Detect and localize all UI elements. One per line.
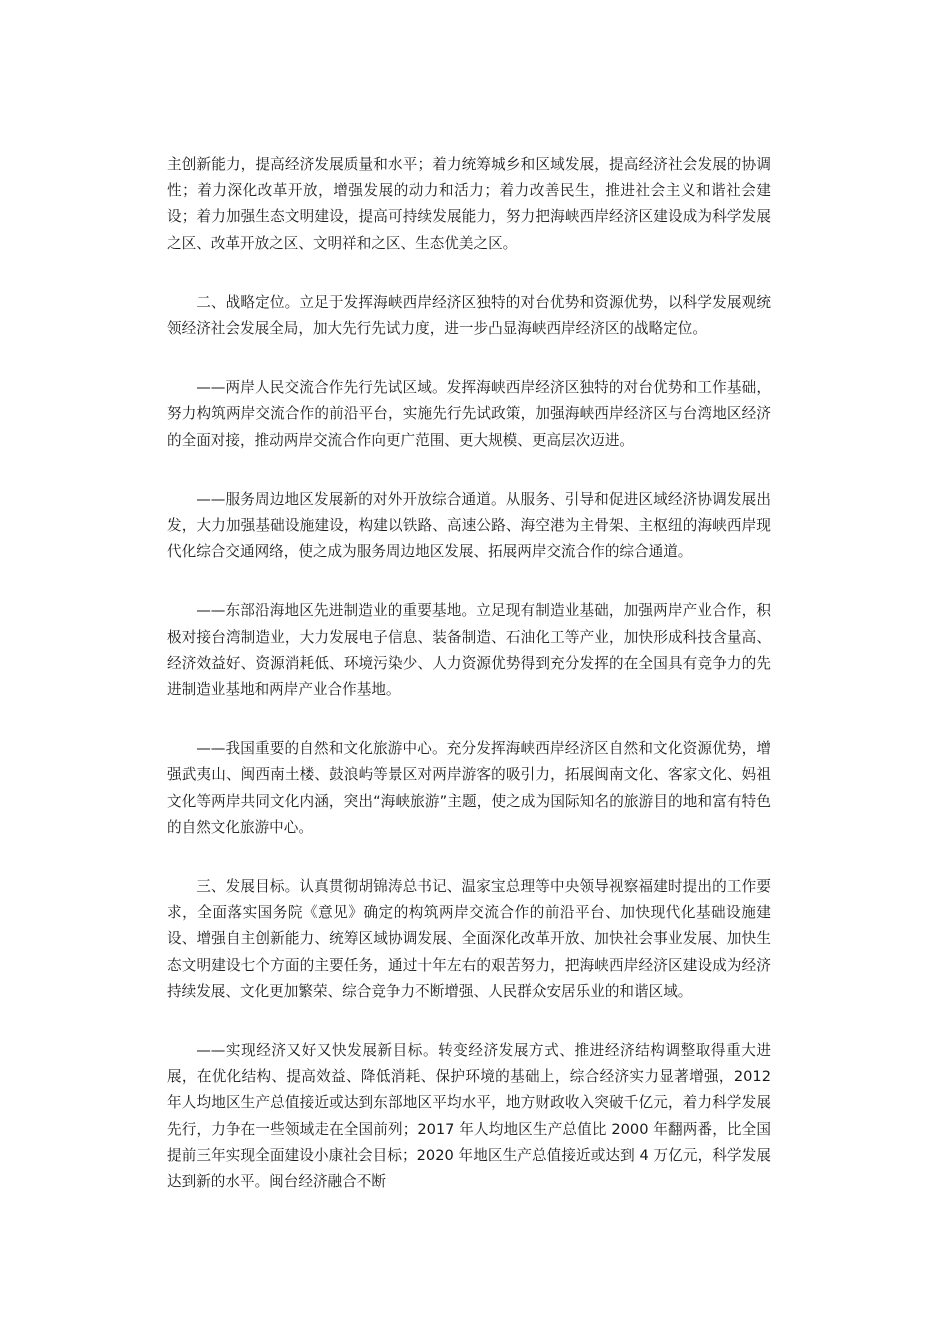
paragraph-open-channel: ——服务周边地区发展新的对外开放综合通道。从服务、引导和促进区域经济协调发展出发，大力加强基础设施建设，构建以铁路、高速公路、海空港为主骨架、主枢纽的海峡西岸现代化综合交通网络，使之成为服务周边地区发展、拓展两岸交流合作的综合通道。 [167,490,771,561]
document-page [167,152,771,1195]
paragraph-manufacturing-base: ——东部沿海地区先进制造业的重要基地。立足现有制造业基础，加强两岸产业合作，积极对接台湾制造业，大力发展电子信息、装备制造、石油化工等产业，加快形成科技含量高、经济效益好、资源消耗低、环境污染少、人力资源优势得到充分发挥的在全国具有竞争力的先进制造业基地和两岸产业合作基地。 [167,602,771,699]
paragraph-cross-strait-exchange: ——两岸人民交流合作先行先试区域。发挥海峡西岸经济区独特的对台优势和工作基础，努力构筑两岸交流合作的前沿平台，实施先行先试政策，加强海峡西岸经济区与台湾地区经济的全面对接，推动两岸交流合作向更广范围、更大规模、更高层次迈进。 [167,379,771,449]
paragraph-development-goals: 三、发展目标。认真贯彻胡锦涛总书记、温家宝总理等中央领导视察福建时提出的工作要求，全面落实国务院《意见》确定的构筑两岸交流合作的前沿平台、加快现代化基础设施建设、增强自主创新能力、统筹区域协调发展、全面深化改革开放、加快社会事业发展、加快生态文明建设七个方面的主要任务，通过十年左右的艰苦努力，把海峡西岸经济区建设成为经济持续发展、文化更加繁荣、综合竞争力不断增强、人民群众安居乐业的和谐区域。 [167,878,771,1000]
paragraph-strategic-positioning: 二、战略定位。立足于发挥海峡西岸经济区独特的对台优势和资源优势，以科学发展观统领经济社会发展全局，加大先行先试力度，进一步凸显海峡西岸经济区的战略定位。 [167,293,771,338]
paragraph-economic-goals: ——实现经济又好又快发展新目标。转变经济发展方式、推进经济结构调整取得重大进展，在优化结构、提高效益、降低消耗、保护环境的基础上，综合经济实力显著增强，2012 年人均地区生产总值接近或达到东部地区平均水平，地方财政收入突破千亿元，着力科学发展先行，力争在一些领域走在全国前列；2017 年人均地区生产总值比 2000 年翻两番，比全国提前三年实现全面建设小康社会目标；2020 年地区生产总值接近或达到 4 万亿元，科学发展达到新的水平。闽台经济融合不断 [167,1042,771,1191]
paragraph-continuation: 主创新能力，提高经济发展质量和水平；着力统筹城乡和区域发展，提高经济社会发展的协调性；着力深化改革开放，增强发展的动力和活力；着力改善民生，推进社会主义和谐社会建设；着力加强生态文明建设，提高可持续发展能力，努力把海峡西岸经济区建设成为科学发展之区、改革开放之区、文明祥和之区、生态优美之区。 [167,156,771,252]
paragraph-tourism-center: ——我国重要的自然和文化旅游中心。充分发挥海峡西岸经济区自然和文化资源优势，增强武夷山、闽西南土楼、鼓浪屿等景区对两岸游客的吸引力，拓展闽南文化、客家文化、妈祖文化等两岸共同文化内涵，突出“海峡旅游”主题，使之成为国际知名的旅游目的地和富有特色的自然文化旅游中心。 [167,740,771,836]
